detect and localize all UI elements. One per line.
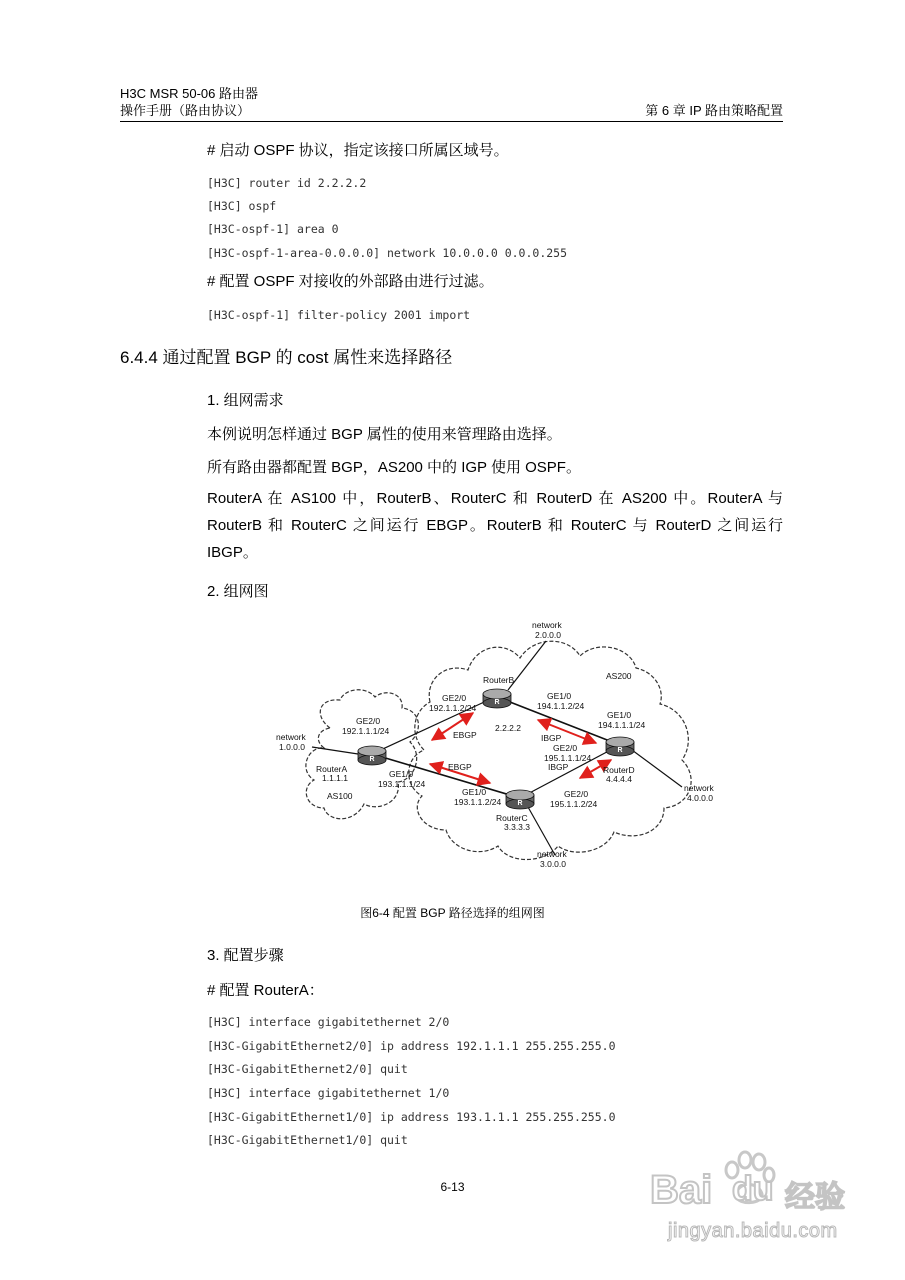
d-ge20-ip: 195.1.1.1/24 (544, 753, 592, 763)
a-ge20-ip: 192.1.1.1/24 (342, 726, 390, 736)
link-net-c (528, 807, 555, 855)
router-c-name: RouterC (496, 813, 528, 823)
d-ge10-ip: 194.1.1.1/24 (598, 720, 646, 730)
step-filter: # 配置 OSPF 对接收的外部路由进行过滤。 (207, 273, 494, 290)
figure-caption: 图6-4 配置 BGP 路径选择的组网图 (360, 906, 545, 920)
section-title: 6.4.4 通过配置 BGP 的 cost 属性来选择路径 (120, 348, 453, 367)
ebgp-label-ab: EBGP (453, 730, 477, 740)
code-line: [H3C] ospf (207, 199, 277, 213)
b-ge20-ip: 192.1.1.2/24 (429, 703, 477, 713)
net-d-value: 4.0.0.0 (687, 793, 713, 803)
paragraph-line: RouterB 和 RouterC 之间运行 EBGP。RouterB 和 RouterC 与 RouterD 之间运行 (207, 517, 783, 534)
paragraph-line: IBGP。 (207, 544, 258, 561)
net-c-label: network (537, 849, 567, 859)
net-d-label: network (684, 783, 714, 793)
code-line: [H3C] interface gigabitethernet 2/0 (207, 1015, 450, 1029)
router-c (506, 790, 534, 809)
router-b (483, 689, 511, 708)
step-ospf: # 启动 OSPF 协议，指定该接口所属区域号。 (207, 142, 509, 159)
router-a-id: 1.1.1.1 (322, 773, 348, 783)
c-ge10-ip: 193.1.1.2/24 (454, 797, 502, 807)
net-a-label: network (276, 732, 306, 742)
link-net-d (632, 750, 682, 787)
header-product: H3C MSR 50-06 路由器 (120, 86, 258, 101)
router-glyph: R (517, 800, 523, 807)
router-c-id: 3.3.3.3 (504, 822, 530, 832)
d-ge20: GE2/0 (553, 743, 578, 753)
b-ge10-ip: 194.1.1.2/24 (537, 701, 585, 711)
router-b-id: 2.2.2.2 (495, 723, 521, 733)
watermark-logo (640, 1150, 870, 1260)
net-b-label: network (532, 620, 562, 630)
net-c-value: 3.0.0.0 (540, 859, 566, 869)
watermark-url: jingyan.baidu.com (668, 1220, 838, 1242)
router-glyph: R (617, 747, 623, 754)
ebgp-label-ac: EBGP (448, 762, 472, 772)
ibgp-label-bd: IBGP (541, 733, 562, 743)
subheading-diagram: 2. 组网图 (207, 583, 269, 600)
net-a-value: 1.0.0.0 (279, 742, 305, 752)
a-ge10: GE1/0 (389, 769, 414, 779)
code-line: [H3C-GigabitEthernet1/0] quit (207, 1133, 408, 1147)
router-glyph: R (369, 756, 375, 763)
c-ge20-ip: 195.1.1.2/24 (550, 799, 598, 809)
code-line: [H3C-GigabitEthernet2/0] quit (207, 1062, 408, 1076)
step-routera: # 配置 RouterA： (207, 982, 324, 999)
subheading-steps: 3. 配置步骤 (207, 947, 284, 964)
watermark-product: 经验 (785, 1181, 845, 1214)
watermark-brand: Bai (650, 1168, 713, 1212)
code-line: [H3C-ospf-1] filter-policy 2001 import (207, 308, 471, 322)
as100-label: AS100 (327, 791, 353, 801)
code-line: [H3C-ospf-1] area 0 (207, 222, 339, 236)
b-ge20: GE2/0 (442, 693, 467, 703)
b-ge10: GE1/0 (547, 691, 572, 701)
code-line: [H3C-GigabitEthernet2/0] ip address 192.1.1.1 255.255.255.0 (207, 1039, 616, 1053)
router-d-id: 4.4.4.4 (606, 774, 632, 784)
paragraph: 所有路由器都配置 BGP，AS200 中的 IGP 使用 OSPF。 (207, 459, 581, 476)
as200-cloud (409, 641, 691, 859)
code-line: [H3C] router id 2.2.2.2 (207, 176, 367, 190)
router-d (606, 737, 634, 756)
header-chapter: 第 6 章 IP 路由策略配置 (645, 103, 783, 118)
subheading-requirements: 1. 组网需求 (207, 392, 284, 409)
router-glyph: R (494, 699, 500, 706)
a-ge10-ip: 193.1.1.1/24 (378, 779, 426, 789)
code-line: [H3C-ospf-1-area-0.0.0.0] network 10.0.0.0 0.0.0.255 (207, 246, 568, 260)
paragraph-line: RouterA 在 AS100 中，RouterB、RouterC 和 RouterD 在 AS200 中。RouterA 与 (207, 490, 783, 507)
code-line: [H3C] interface gigabitethernet 1/0 (207, 1086, 450, 1100)
a-ge20: GE2/0 (356, 716, 381, 726)
watermark-brand2: du (732, 1170, 774, 1208)
router-b-name: RouterB (483, 675, 515, 685)
router-a (358, 746, 386, 765)
page-number: 6-13 (440, 1180, 465, 1194)
net-b-value: 2.0.0.0 (535, 630, 561, 640)
paragraph: 本例说明怎样通过 BGP 属性的使用来管理路由选择。 (207, 426, 562, 443)
header-manual: 操作手册（路由协议） (120, 103, 251, 118)
code-line: [H3C-GigabitEthernet1/0] ip address 193.1.1.1 255.255.255.0 (207, 1110, 616, 1124)
link-net-a (312, 747, 358, 754)
ibgp-label-cd: IBGP (548, 762, 569, 772)
router-a-name: RouterA (316, 764, 348, 774)
c-ge10: GE1/0 (462, 787, 487, 797)
as200-label: AS200 (606, 671, 632, 681)
c-ge20: GE2/0 (564, 789, 589, 799)
d-ge10: GE1/0 (607, 710, 632, 720)
router-d-name: RouterD (603, 765, 635, 775)
